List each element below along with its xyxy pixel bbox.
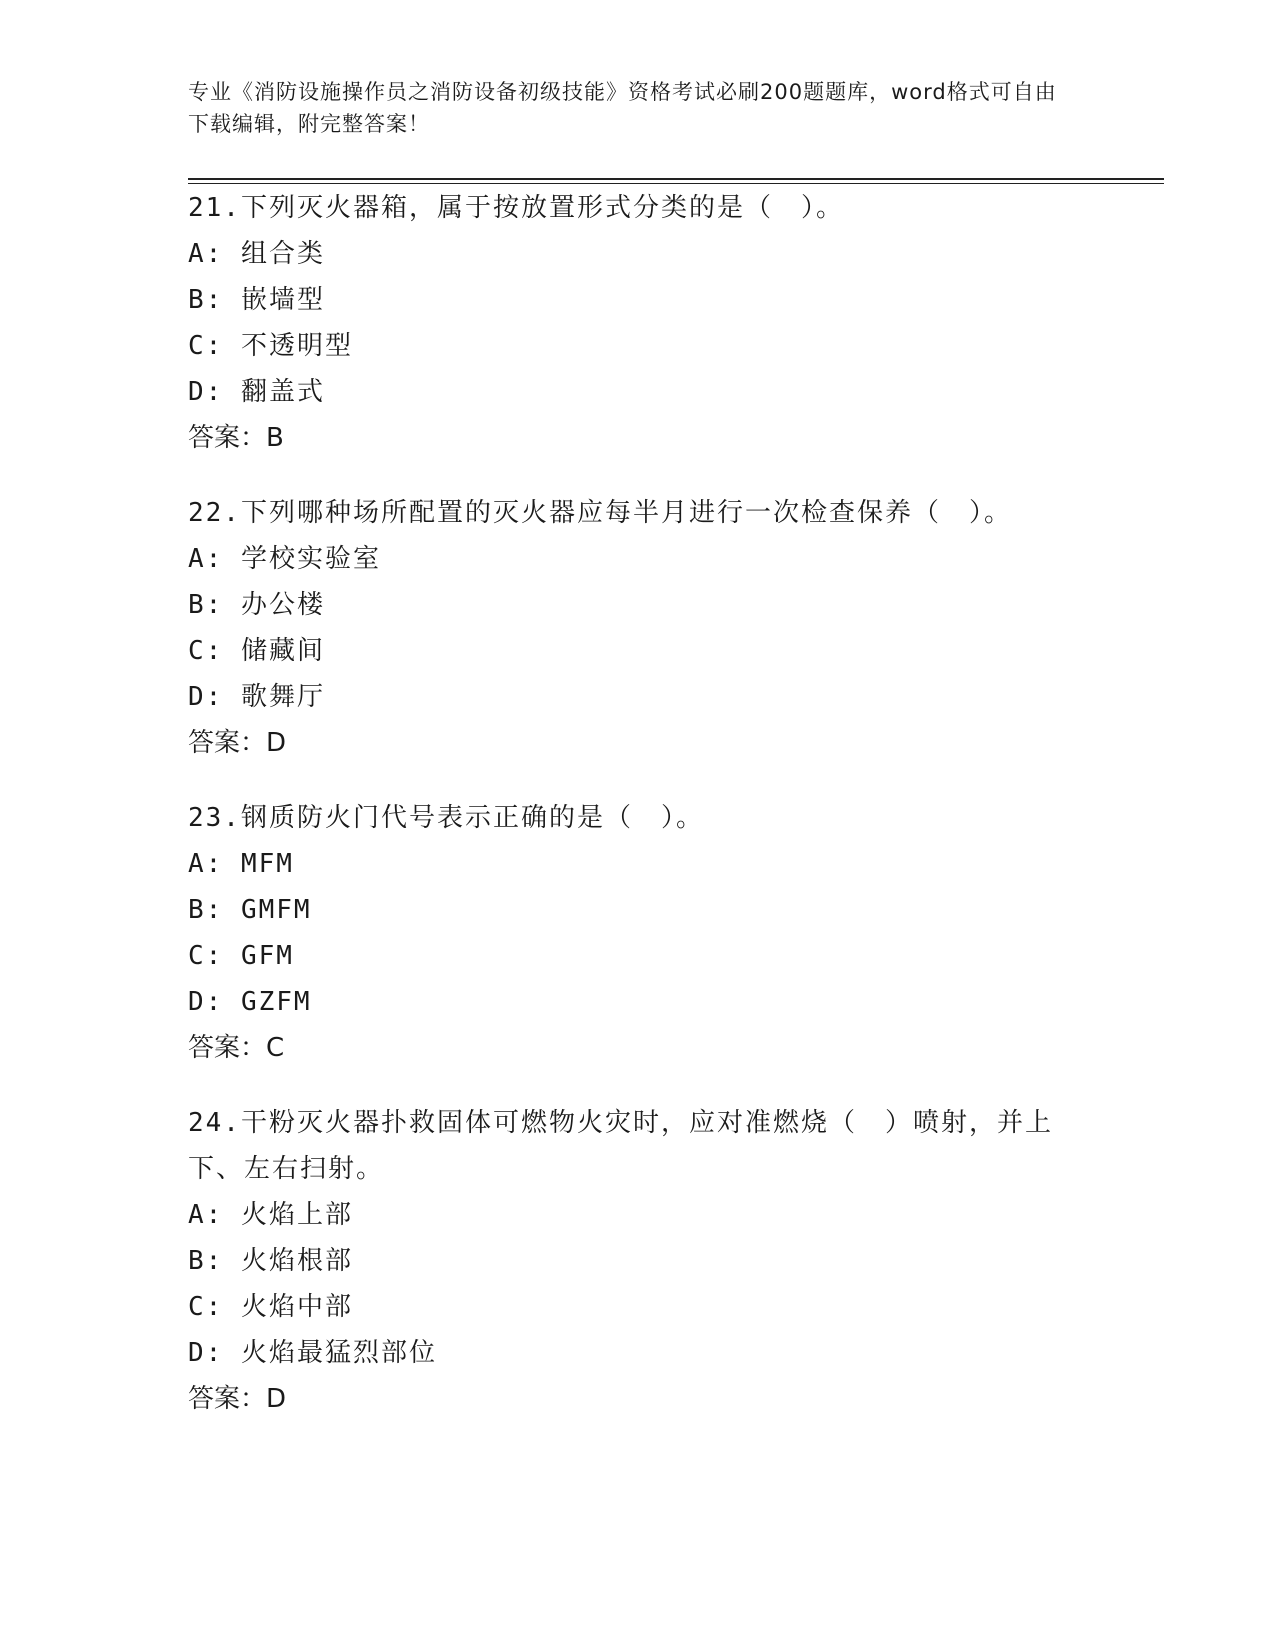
option-c: C: GFM (188, 941, 294, 971)
answer-line: 答案：C (188, 1033, 285, 1063)
option-a: A: 学校实验室 (188, 544, 381, 574)
option-c: C: 火焰中部 (188, 1292, 353, 1322)
question-stem: 21.下列灭火器箱，属于按放置形式分类的是（ ）。 (188, 193, 844, 223)
question-21 (188, 185, 1088, 461)
question-stem: 23.钢质防火门代号表示正确的是（ ）。 (188, 803, 704, 833)
header-divider (188, 178, 1164, 184)
header-text: 专业《消防设施操作员之消防设备初级技能》资格考试必刷200题题库，word格式可自由下载编辑，附完整答案！ (188, 80, 1057, 136)
question-22 (188, 490, 1088, 766)
option-a: A: 火焰上部 (188, 1200, 353, 1230)
question-stem: 22.下列哪种场所配置的灭火器应每半月进行一次检查保养（ ）。 (188, 498, 1012, 528)
option-d: D: GZFM (188, 987, 312, 1017)
option-b: B: 火焰根部 (188, 1246, 353, 1276)
option-d: D: 歌舞厅 (188, 682, 325, 712)
option-d: D: 火焰最猛烈部位 (188, 1338, 437, 1368)
answer-line: 答案：D (188, 728, 287, 758)
question-stem: 24.干粉灭火器扑救固体可燃物火灾时，应对准燃烧（ ）喷射，并上下、左右扫射。 (188, 1108, 1053, 1184)
option-a: A: MFM (188, 849, 294, 879)
document-header (188, 76, 1068, 140)
answer-line: 答案：D (188, 1384, 287, 1414)
option-b: B: 办公楼 (188, 590, 325, 620)
option-a: A: 组合类 (188, 239, 325, 269)
option-d: D: 翻盖式 (188, 377, 325, 407)
option-b: B: GMFM (188, 895, 312, 925)
option-c: C: 储藏间 (188, 636, 325, 666)
answer-line: 答案：B (188, 423, 284, 453)
option-b: B: 嵌墙型 (188, 285, 325, 315)
question-23 (188, 795, 1088, 1071)
question-24 (188, 1100, 1068, 1422)
option-c: C: 不透明型 (188, 331, 353, 361)
